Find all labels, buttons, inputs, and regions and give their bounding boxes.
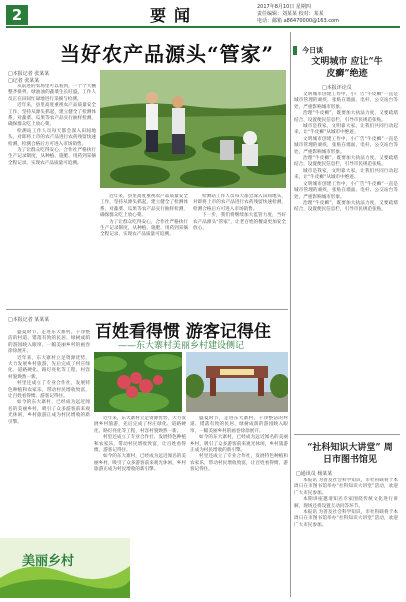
- date-line: 2017年8月10日 星期四: [257, 4, 311, 10]
- editor-line: 责任编辑：刘某某 校对：某某: [257, 11, 324, 17]
- header-meta: [257, 4, 339, 25]
- lead-headline: 当好农产品源头“管家”: [60, 42, 275, 66]
- village-photo: [186, 352, 288, 412]
- today-label: 今日谈: [293, 40, 400, 52]
- sidebar-divider: [294, 434, 400, 435]
- lead-byline: □本报记者 张某某 □记者 张某某: [8, 71, 50, 84]
- second-column-3: 盛夏时节，走进东大寨村，干净整洁的村道、错落有致的民居、绿树成荫的游园映入眼帘，一幅美丽乡村的画卷徐徐展开。 如今的东大寨村，已经成为远近闻名的美丽乡村，吸引了众多游客前来观光休闲，乡村旅游正成为村民增收的新引擎。 村里还成立了专业合作社，发展特色种植和农家乐，带动村民增收致富，让百姓看得惯、游客记得住。: [190, 416, 288, 473]
- second-byline: □本报记者 某某某: [8, 317, 50, 323]
- sidebar-byline-2: □通讯员 杨某某: [296, 471, 333, 477]
- second-subhead: ——东大寨村美丽乡村建设侧记: [118, 341, 245, 351]
- footer-banner: [0, 538, 130, 598]
- section-divider: [6, 309, 288, 310]
- sidebar-byline: □本报评论员: [322, 85, 352, 91]
- sidebar-headline-2: “社科知识大讲堂” 周日市图书馆见: [307, 443, 393, 465]
- sidebar-headline: 文明城市 应让“牛皮癣”绝迹: [311, 57, 383, 79]
- page-number: 2: [6, 5, 28, 25]
- sidebar-text: 文明城市创建工作中，小广告“牛皮癣”一直是城市管理的顽疾，张贴在墙面、电杆、公交站台等处，严重影响城市形象。 治理“牛皮癣”，既要加大执法力度，又要疏堵结合，设置便民信息栏，引导市民规范张贴。 城市是我家，文明靠大家。让我们共同行动起来，让“牛皮癣”从城市中绝迹。 文明城市创建工作中，小广告“牛皮癣”一直是城市管理的顽疾，张贴在墙面、电杆、公交站台等处，严重影响城市形象。 治理“牛皮癣”，既要加大执法力度，又要疏堵结合，设置便民信息栏，引导市民规范张贴。 城市是我家，文明靠大家。让我们共同行动起来，让“牛皮癣”从城市中绝迹。 文明城市创建工作中，小广告“牛皮癣”一直是城市管理的顽疾，张贴在墙面、电杆、公交站台等处，严重影响城市形象。 治理“牛皮癣”，既要加大执法力度，又要疏堵结合，设置便民信息栏，引导市民规范张贴。: [294, 92, 398, 213]
- fruit-photo: [94, 352, 182, 412]
- section-title: 要闻: [150, 6, 199, 25]
- column-rule: [290, 32, 291, 597]
- footer-banner-text: 美丽乡村: [22, 554, 75, 569]
- lead-column-2: 近年来，县里高度重视农产品质量安全工作，坚持从源头抓起，建立健全了检测体系，对蔬菜、瓜果等农产品实行抽样检测，确保群众吃上放心菜。 为了让群众吃得安心，合作社严格执行生产记录制度，从种植、施肥、用药到采摘全程记录，实现农产品质量可追溯。: [100, 194, 188, 238]
- header-rule: [6, 26, 400, 28]
- today-label-bar: [293, 46, 297, 55]
- email-line: 电话：邮箱 a86470000@163.com: [257, 18, 339, 24]
- second-column-2: 近年来，东大寨村立足资源优势，大力发展乡村旅游，先后完成了村庄绿化、道路硬化、路灯亮化等工程，村容村貌焕然一新。 村里还成立了专业合作社，发展特色种植和农家乐，带动村民增收致富，让百姓看得惯、游客记得住。 如今的东大寨村，已经成为远近闻名的美丽乡村，吸引了众多游客前来观光休闲，乡村旅游正成为村民增收的新引擎。: [94, 416, 186, 473]
- second-headline: 百姓看得惯 游客记得住: [95, 322, 271, 342]
- lead-photo: [100, 70, 286, 188]
- lead-column-1: 从前进的农场里可以看到，一个个大棚整齐排列，绿油油的蔬菜生长旺盛，工作人员正在田间忙碌地进行采摘与检测。 近年来，县里高度重视农产品质量安全工作，坚持从源头抓起，建立健全了检测体系，对蔬菜、瓜果等农产品实行抽样检测，确保群众吃上放心菜。 检测站工作人员每天都会深入田间地头，对即将上市的农产品进行农药残留快速检测，检测合格后方可进入市场销售。 为了让群众吃得安心，合作社严格执行生产记录制度，从种植、施肥、用药到采摘全程记录，实现农产品质量可追溯。: [8, 84, 96, 166]
- sidebar-text-2: 本报讯 为普及社会科学知识，市社科联将于本周日在市图书馆举办“社科知识大讲堂”活动，欢迎广大市民参加。 本期讲座邀请知名专家围绕传统文化进行讲解，现场还将设置互动问答环节。 本报讯 为普及社会科学知识，市社科联将于本周日在市图书馆举办“社科知识大讲堂”活动，欢迎广大市民参加。: [294, 478, 398, 528]
- second-column-1: 盛夏时节，走进东大寨村，干净整洁的村道、错落有致的民居、绿树成荫的游园映入眼帘，一幅美丽乡村的画卷徐徐展开。 近年来，东大寨村立足资源优势，大力发展乡村旅游，先后完成了村庄绿化、道路硬化、路灯亮化等工程，村容村貌焕然一新。 村里还成立了专业合作社，发展特色种植和农家乐，带动村民增收致富，让百姓看得惯、游客记得住。 如今的东大寨村，已经成为远近闻名的美丽乡村，吸引了众多游客前来观光休闲，乡村旅游正成为村民增收的新引擎。: [8, 330, 90, 425]
- lead-column-3: 检测站工作人员每天都会深入田间地头，对即将上市的农产品进行农药残留快速检测，检测合格后方可进入市场销售。 下一步，我们将继续加大监管力度，当好农产品源头“管家”，让老百姓的餐桌更加安全放心。: [193, 194, 286, 232]
